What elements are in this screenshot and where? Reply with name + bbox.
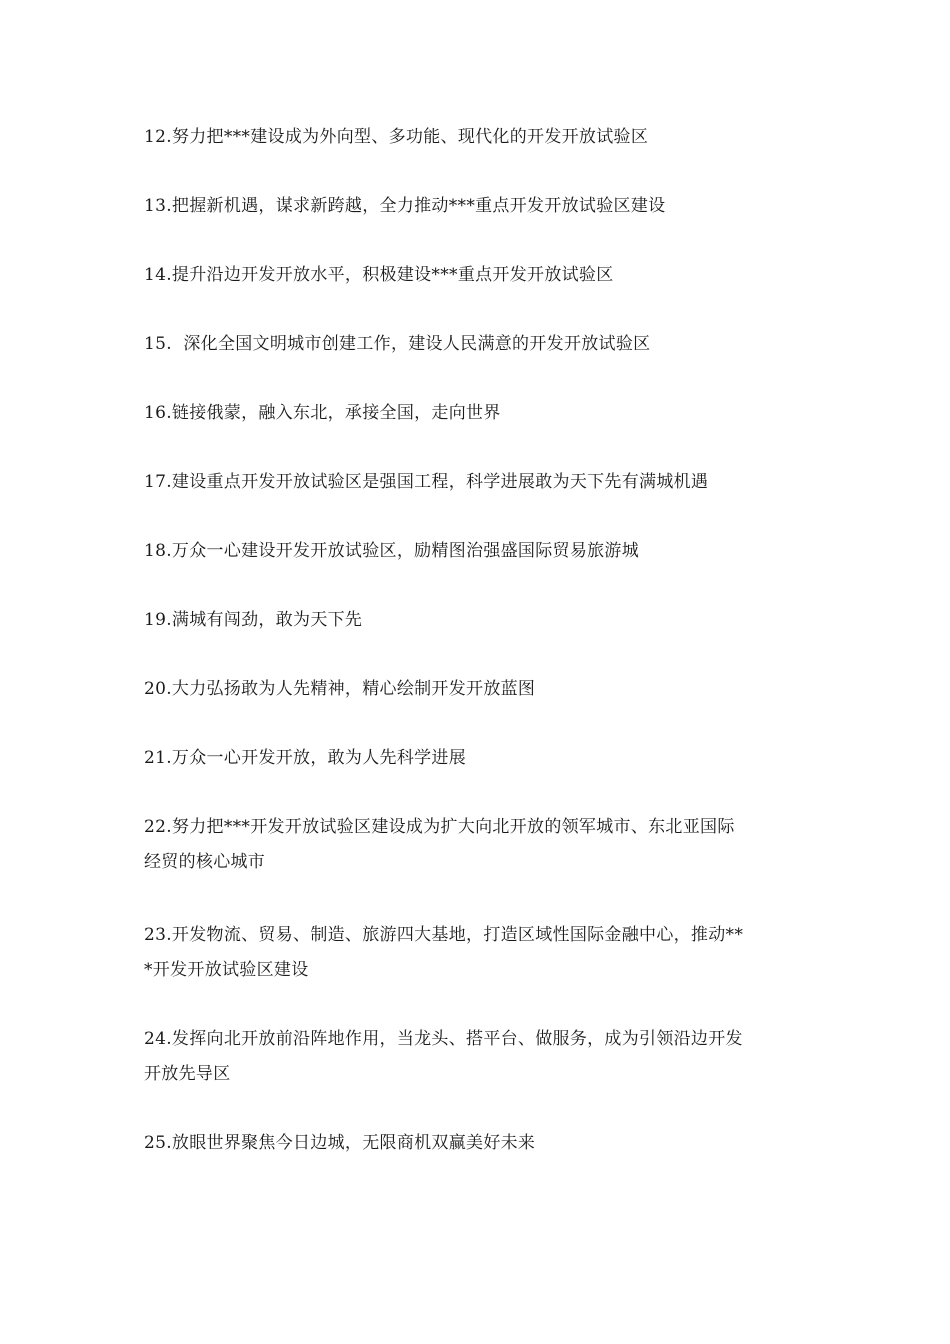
slogan-line-continuation: 经贸的核心城市: [144, 852, 266, 872]
slogan-line: 12.努力把***建设成为外向型、多功能、现代化的开发开放试验区: [144, 127, 649, 147]
slogan-line: 21.万众一心开发开放，敢为人先科学进展: [144, 748, 467, 768]
slogan-line: 18.万众一心建设开发开放试验区，励精图治强盛国际贸易旅游城: [144, 541, 640, 561]
slogan-line: 22.努力把***开发开放试验区建设成为扩大向北开放的领军城市、东北亚国际: [144, 817, 735, 837]
slogan-line: 19.满城有闯劲，敢为天下先: [144, 610, 363, 630]
slogan-line: 20.大力弘扬敢为人先精神，精心绘制开发开放蓝图: [144, 679, 536, 699]
slogan-line-continuation: 开放先导区: [144, 1064, 231, 1084]
slogan-line-continuation: *开发开放试验区建设: [144, 960, 309, 980]
slogan-line: 24.发挥向北开放前沿阵地作用，当龙头、搭平台、做服务，成为引领沿边开发: [144, 1029, 743, 1049]
slogan-line: 25.放眼世界聚焦今日边城，无限商机双赢美好未来: [144, 1133, 536, 1153]
slogan-line: 13.把握新机遇，谋求新跨越，全力推动***重点开发开放试验区建设: [144, 196, 666, 216]
slogan-line: 16.链接俄蒙，融入东北，承接全国，走向世界: [144, 403, 501, 423]
slogan-line: 15. 深化全国文明城市创建工作，建设人民满意的开发开放试验区: [144, 334, 651, 354]
slogan-line: 17.建设重点开发开放试验区是强国工程，科学进展敢为天下先有满城机遇: [144, 472, 709, 492]
slogan-line: 14.提升沿边开发开放水平，积极建设***重点开发开放试验区: [144, 265, 614, 285]
slogan-line: 23.开发物流、贸易、制造、旅游四大基地，打造区域性国际金融中心，推动**: [144, 925, 744, 945]
